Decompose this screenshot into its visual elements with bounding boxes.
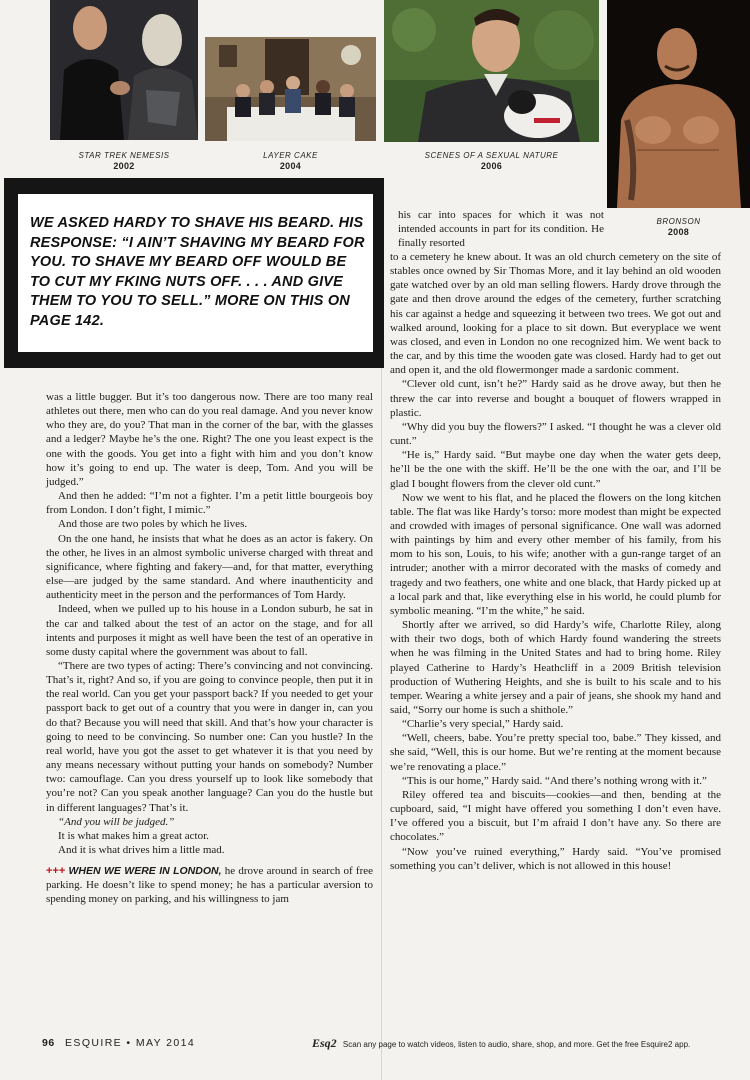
right-column xyxy=(390,250,721,873)
photo-scenes-of-a-sexual-nature xyxy=(384,0,599,142)
photo-layer-cake xyxy=(205,37,376,141)
caption-year: 2008 xyxy=(667,227,690,237)
section-lead: WHEN WE WERE IN LONDON, xyxy=(68,865,222,878)
body-paragraph: “He is,” Hardy said. “But maybe one day when the water gets deep, he’ll be the one with the skiff. He’ll be the one with the oar, and I’ll be glad I bought flowers from the clever old cunt.” xyxy=(390,449,721,490)
section-paragraph xyxy=(46,864,373,906)
photo-star-trek-nemesis xyxy=(50,0,198,140)
body-paragraph: “Charlie’s very special,” Hardy said. xyxy=(402,718,564,731)
magazine-name: ESQUIRE xyxy=(65,1037,123,1049)
photo-bronson xyxy=(607,0,750,208)
body-paragraph: “There are two types of acting: There’s convincing and not convincing. That’s it, right? And so, if you are going to convince people, then put it in the real world. Can you get your passport back? If you needed to get your passport back to get out of a country that you were in danger in, can you do that? Because you will need that skill. And that’s how your character is going to need to be convincing. So number one: Can you hustle? In the real world, have you got the asset to get whatever it is that you need by any means necessary without putting your hands on somebody? Number two: camouflage. Can you dress yourself up to look like somebody that you’re not? Can you speak another language? Can you do the hustle but in different languages? That’s it. xyxy=(46,659,373,814)
body-paragraph: And then he added: “I’m not a fighter. I’m a petit little bourgeois boy from London. I don’t fight, I mimic.” xyxy=(46,490,373,517)
right-column-top xyxy=(398,208,604,250)
caption-year: 2004 xyxy=(279,161,302,171)
issue-date: MAY 2014 xyxy=(135,1037,196,1049)
caption-title: STAR TREK NEMESIS xyxy=(78,151,170,160)
body-paragraph: Indeed, when we pulled up to his house in a London suburb, he sat in the car and talked about the test of an actor on the stage, and for all intents and purposes it might as well have been the test of an operative in some dusty capital where the government was about to fall. xyxy=(46,603,373,658)
app-promo xyxy=(312,1036,690,1051)
promo-text: Scan any page to watch videos, listen to audio, share, shop, and more. Get the free Esquire2 app. xyxy=(342,1040,691,1049)
caption-scenes-of-a-sexual-nature xyxy=(384,150,599,172)
body-paragraph: Now we went to his flat, and he placed the flowers on the long kitchen table. The flat was like Hardy’s torso: more modest than might be expected and crowded with images of personal significance. One wall was adorned with paintings by him and every other member of his family, from his mom to his son, Louis, to his wife; another with a gun-range target of an intruder; another with a mirror decorated with the masks of comedy and tragedy and two feathers, one white and one black, that Hardy picked up at a local park and that, like everything else in his world, he could plumb for symbolic meaning. “I’m the white,” he said. xyxy=(390,491,721,617)
body-paragraph: “And you will be judged.” xyxy=(58,815,175,828)
page-folio xyxy=(42,1037,195,1049)
esq2-logo: Esq2 xyxy=(312,1036,337,1050)
pull-quote-box xyxy=(4,178,384,368)
body-paragraph: Shortly after we arrived, so did Hardy’s wife, Charlotte Riley, along with their two dogs, both of which Hardy found wandering the streets when he was filming in the United States and had to bring home. Riley played Catherine to Hardy’s Heathcliff in a 2009 British television production of Wuthering Heights, and she is built to his scale and to his temper. Wearing a white jersey and a pair of jeans, she shook my hand and said, “Sorry our home is such a shithole.” xyxy=(390,619,721,716)
body-paragraph: It is what makes him a great actor. xyxy=(58,829,209,842)
body-paragraph: On the one hand, he insists that what he does as an actor is fakery. On the other, he lives in an almost symbolic universe charged with threat and significance, where fighting and fakery—and, for that matter, everything else—are judged by the same standard. And where inauthenticity and authenticity meet in the person and the performances of Tom Hardy. xyxy=(46,532,373,602)
section-text: he drove around in search of free parking. He doesn’t like to spend money; he has a particular aversion to spending money on parking, and his willingness to jam xyxy=(46,865,374,906)
caption-title: LAYER CAKE xyxy=(263,151,318,160)
body-paragraph: Riley offered tea and biscuits—cookies—and then, bending at the cupboard, said, “I might have offered you something I don’t even have. I’ve offered you a biscuit, but I’m afraid I don’t have any. So there are chocolates.” xyxy=(390,788,721,844)
body-paragraph: was a little bugger. But it’s too dangerous now. There are too many real athletes out there, men who can do you real damage. And you never know who they are, do you? That man in the corner of the bar, with the glasses and a ledger? Maybe he’s the one. Right? The one you least expect is the one with the goods. You get into a fight with him and you don’t know how it’s going to end up. The water is deep, Tom. And you will be judged.” xyxy=(46,391,373,488)
caption-title: BRONSON xyxy=(656,217,701,226)
caption-year: 2002 xyxy=(113,161,135,171)
pull-quote-text: WE ASKED HARDY TO SHAVE HIS BEARD. HIS RESPONSE: “I AIN’T SHAVING MY BEARD FOR YOU. TO SHAVE MY BEARD OFF WOULD BE TO CUT MY FKING NUTS OFF. . . . AND GIVE THEM TO YOU TO SELL.” MORE ON THIS ON PAGE 142. xyxy=(30,215,365,329)
body-paragraph: his car into spaces for which it was not intended accounts in part for its condition. He finally resorted xyxy=(398,209,604,250)
body-paragraph: “Now you’ve ruined everything,” Hardy said. “You’ve promised something you can’t deliver, which is not allowed in this house! xyxy=(390,845,721,872)
body-paragraph: And it is what drives him a little mad. xyxy=(58,844,225,856)
caption-title: SCENES OF A SEXUAL NATURE xyxy=(424,151,559,160)
pull-quote-panel xyxy=(18,194,373,352)
body-paragraph: “Why did you buy the flowers?” I asked. “I thought he was a clever old cunt.” xyxy=(390,420,721,448)
caption-bronson xyxy=(607,216,750,238)
body-paragraph: “This is our home,” Hardy said. “And there’s nothing wrong with it.” xyxy=(402,774,707,787)
body-paragraph: to a cemetery he knew about. It was an old church cemetery on the site of stables once owned by Sir Thomas More, and it lay behind an old wooden gate watched over by an old man selling flowers. Hardy drove through the gate and then drove around the edges of the cemetery, further scratching his car against a hedge and squeezing it between two trees. We got out and walked around, looking for a place to sit down. But everyplace we went was closed, and even in London no one recognized him. We went back to the car, and by this time the wooden gate was closed. Hardy had to get out and open it, and the old flowermonger made a sardonic comment. xyxy=(390,251,721,377)
caption-layer-cake xyxy=(205,150,376,172)
left-column xyxy=(46,390,373,907)
body-paragraph: “Clever old cunt, isn’t he?” Hardy said as he drove away, but then he threw the car into reverse and bought a bouquet of flowers wrapped in plastic. xyxy=(390,378,721,419)
column-divider xyxy=(381,368,382,1080)
body-paragraph: “Well, cheers, babe. You’re pretty special too, babe.” They kissed, and she said, “Well, this is our home. But we’re renting at the moment because we’re renovating a place.” xyxy=(390,732,721,773)
caption-year: 2006 xyxy=(480,161,503,171)
folio-separator: • xyxy=(126,1037,132,1049)
page-number: 96 xyxy=(42,1037,55,1049)
section-marks: +++ xyxy=(46,865,66,878)
body-paragraph: And those are two poles by which he lives. xyxy=(58,518,248,531)
caption-star-trek-nemesis xyxy=(50,150,198,172)
